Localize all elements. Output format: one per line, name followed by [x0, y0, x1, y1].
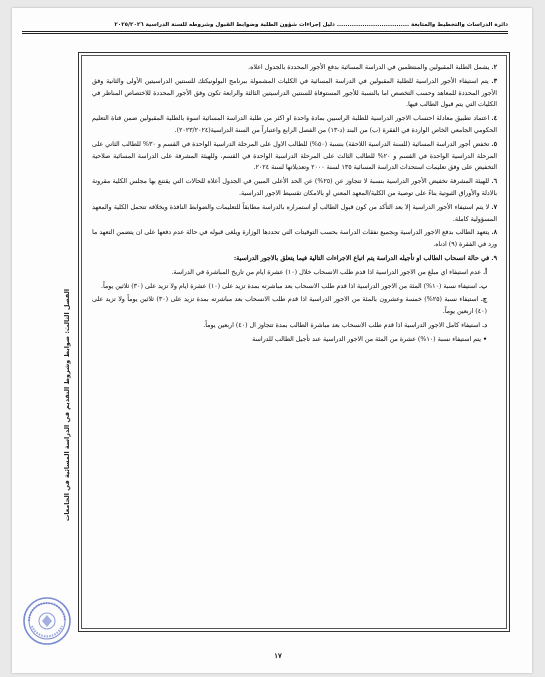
sub-item-text: استيفاء نسبة (٢٥%) خمسة وعشرون بالمئة من الاجور الدراسية اذا قدم طلب الانسحاب بعد مباشرته بمدة تزيد على (٣٠) ثلاثين يوماً ولا تزيد على (٤٠) اربعين يوماً.: [92, 296, 487, 316]
sub-item-number: ب.: [478, 282, 487, 290]
list-item: [92, 227, 497, 251]
side-caption: الفصل الثالث: ضوابط وشروط التقديم في الدراسة المسائية في الجامعات: [63, 288, 71, 522]
sub-item-bullet: •: [482, 335, 487, 343]
university-seal-icon: [22, 596, 72, 646]
list-item-heading: [92, 253, 497, 265]
item-number: ٨.: [491, 229, 497, 237]
sub-item-text: استيفاء نسبة (١٠%) المئة من الاجور الدراسية اذا قدم طلب الانسحاب بعد مباشرته بمدة تزيد على (١٠) عشرة ايام ولا تزيد على (٣٠) ثلاثين يوماً.: [100, 282, 477, 290]
list-item: [92, 62, 497, 74]
item-text: يتم استيفاء الأجور الدراسية للطلبة المقبولين في الدراسة المسائية في الكليات المشمولة ببرنامج البولونيكتك للسنتين الدراسيتين الأولى والثانية وفق الأجور المحددة للمعاهد وحسب التخصص اما بالنسبة للأجور المستوفاة للسنتين الدراسيتين الثالثة والرابعة تكون وفق الأجور المحددة للاختصاص المناظر في الكليات التي يتم قبول الطالب فيها.: [92, 77, 497, 109]
sub-list-item: [92, 334, 497, 346]
list-item: [92, 139, 497, 174]
list-item: [92, 113, 497, 137]
sub-item-text: يتم استيفاء نسبة (١٠%) عشرة من المئة من الاجور الدراسية عند تأجيل الطالب للدراسة: [252, 335, 481, 343]
sub-item-number: د.: [482, 321, 487, 329]
sub-item-number: أ.: [483, 268, 487, 276]
item-text: لا يتم استيفاء الأجور الدراسية إلا بعد التأكد من كون قبول الطالب أو استمراره بالدراسة مطابقاً للتعليمات والضوابط النافذة ويخلافه تتحمل الكلية والمعهد المسؤولية كاملة.: [92, 203, 497, 223]
sub-list-item: [92, 294, 497, 318]
sub-item-text: استيفاء كامل الاجور الدراسية اذا قدم طلب الانسحاب بعد مباشرة الطالب بمدة تتجاوز ال (٤٠) اربعين يوماً.: [203, 321, 480, 329]
sub-item-number: ج.: [480, 296, 487, 304]
item-number: ٢.: [491, 64, 497, 71]
item-text: اعتماد تطبيق معادلة احتساب الاجور الدراسية للطلبة الراسبين بمادة واحدة او اكثر من طلبة الدراسة المسائية اسوة بالطلبة المقبولين ضمن قناة التعليم الحكومي الجامعي الخاص الواردة في الفقرة (ب) من البند (د-١٣) من الفصل الرابع واعتباراً من السنة الدراسية(٢٠٢٣/٢٠٢٤).: [92, 115, 497, 134]
sub-list-item: [92, 267, 497, 279]
item-number: ٧.: [491, 203, 497, 211]
item-text: للهيئة المشرفة تخفيض الأجور الدراسية بنسبة لا تتجاوز عن (٢٥%) عن الحد الأعلى المبين في الجدول أعلاه للحالات التي يقتنع بها مجلس الكلية مقرونة بالادلة والأوراق الثبوتية بناءً على توصية من الكلية/المعهد المعني او بالامكان تقسيط الاجور الدراسية.: [92, 178, 497, 197]
item-number: ٩.: [491, 254, 497, 262]
sub-item-text: عدم استيفاء اي مبلغ من الاجور الدراسية اذا قدم طلب الانسحاب خلال (١٠) عشرة ايام من تاريخ المباشرة في الدراسة.: [171, 268, 482, 276]
item-number: ٥.: [491, 140, 497, 148]
sub-list-item: [92, 281, 497, 293]
page-header: دائرة الدراسات والتخطيط والمتابعة .................................. دليل إجراءات شؤون الطلبة وضوابط القبول وشروطه للسنة الدراسية ٢٠٢٥/٢٠٢٦: [114, 22, 508, 28]
item-text: يشمل الطلبة المقبولين والمنتظمين في الدراسة المسائية بدفع الأجور المحددة بالجدول اعلاه.: [248, 64, 490, 71]
sub-list-item: [92, 320, 497, 332]
page-number: ١٧: [274, 651, 282, 660]
item-text: في حالة انسحاب الطالب او تأجيله الدراسة يتم اتباع الاجراءات التالية فيما يتعلق بالاجور الدراسية:: [233, 254, 490, 262]
item-number: ٦.: [491, 178, 497, 186]
item-number: ٤.: [491, 115, 497, 123]
item-text: تخفض أجور الدراسة المسائية (للسنة الدراسية اللاحقة) بنسبة (٥٠%) للطالب الاول على المرحلة الدراسية الواحدة في القسم و ٣٠% للطالب الثاني على المرحلة الدراسية الواحدة في القسم و ٢٠% للطالب الثالث على المرحلة الدراسية الواحدة في القسم، وللهيئة المشرفة على الدراسة المسائية صلاحية التخفيض على وفق تعليمات استحداث الدراسة المسائية ١٣٥ لسنة ٢٠٠٠ وتعديلاتها لسنة ٢٠٢٤.: [92, 140, 497, 172]
document-body: [92, 62, 497, 348]
item-text: يتعهد الطالب بدفع الاجور الدراسية وبجميع نفقات الدراسة بحسب التوقيتات التي تحددها الوزارة ويلغى قبوله في حالة عدم دفعها على ان يتضمن التعهد ما ورد في الفقرة (٩) ادناه.: [92, 229, 497, 249]
item-number: ٣.: [491, 77, 497, 85]
header-rule: [22, 31, 508, 32]
list-item: [92, 202, 497, 226]
list-item: [92, 176, 497, 200]
header-rule-thin: [22, 33, 508, 34]
list-item: [92, 76, 497, 111]
side-caption-band: [58, 240, 76, 570]
